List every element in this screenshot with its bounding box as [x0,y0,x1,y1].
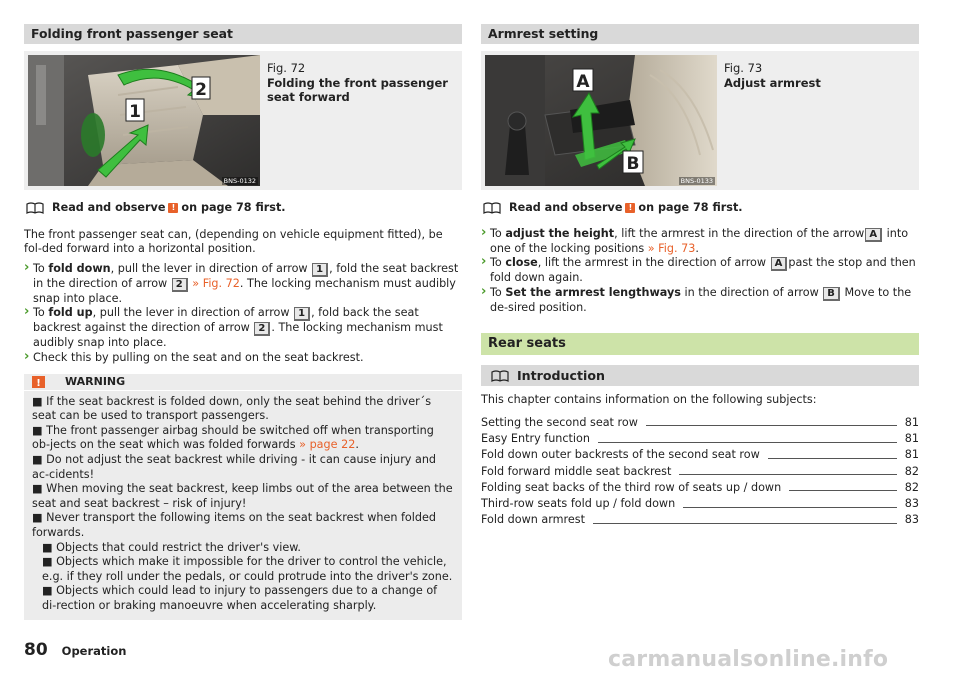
warning-triangle-icon [32,376,45,388]
toc-entry[interactable]: Fold forward middle seat backrest 82 [481,464,919,478]
step-list [24,262,462,366]
warning-item: ■ Do not adjust the seat backrest while driving - it can cause injury and ac-cidents! [32,452,437,481]
toc-entry[interactable]: Folding seat backs of the third row of seats up / down 82 [481,480,919,494]
warning-item: ■ If the seat backrest is folded down, only the seat behind the driver´s seat can be used to transport passengers. [32,394,432,423]
figure-73 [481,51,919,190]
figure-description: Adjust armrest [724,75,821,90]
callout-1: 1 [129,102,141,122]
watermark: carmanualsonline.info [608,647,889,672]
arrow-key: A [865,228,882,242]
step-item: › To Set the armrest lengthways in the direction of arrow B Move to the de-sired position. [481,286,919,316]
arrow-key: 2 [254,322,270,336]
step-item: › To fold up, pull the lever in direction of arrow 1 , fold back the seat backrest against the direction of arrow 2 . The locking mechanism must audibly snap into place. [24,306,462,351]
right-column [481,24,919,528]
warning-box [24,374,462,621]
figure-code: BNS-0132 [223,177,256,185]
left-column [24,24,462,620]
book-icon [491,370,509,382]
figure-caption [267,61,462,105]
figure-73-photo [485,55,717,186]
callout-b: B [626,154,640,174]
toc-entry[interactable]: Easy Entry function 81 [481,431,919,445]
figure-link[interactable]: » Fig. 72 [192,276,240,290]
armrest-illustration [485,55,717,186]
step-item: › To adjust the height, lift the armrest in the direction of the arrow A into one of the locking positions » Fig. 73. [481,227,919,257]
figure-number: Fig. 72 [267,61,306,75]
subsection-heading: Introduction [481,365,919,386]
callout-2: 2 [195,80,207,100]
figure-caption [724,61,821,90]
figure-link[interactable]: » Fig. 73 [647,241,696,255]
chapter-heading: Rear seats [481,333,919,355]
figure-number: Fig. 73 [724,61,763,75]
toc-entry[interactable]: Fold down armrest 83 [481,513,919,527]
warning-subitem: ■ Objects which make it impossible for the driver to control the vehicle, e.g. if they roll under the pedals, or could protrude into the driver's zone. [42,555,453,583]
figure-code: BNS-0133 [680,177,713,185]
warning-item: ■ When moving the seat backrest, keep limbs out of the area between the seat and seat backrest – risk of injury! [32,482,453,510]
read-note: Read and observe ! on page 78 first. [24,201,462,216]
warning-square-icon: ! [168,203,178,213]
warning-subitem: ■ Objects which could lead to injury to passengers due to a change of di-rection or braking manoeuvre when accelerating sharply. [42,584,438,612]
step-list [481,227,919,316]
arrow-key: 1 [294,307,310,321]
book-icon [26,202,44,214]
book-icon [483,202,501,214]
warning-item: ■ Never transport the following items on the seat backrest when folded forwards. [32,511,436,539]
callout-a: A [576,72,590,92]
page-link[interactable]: » page 22 [299,438,356,452]
warning-item: ■ The front passenger airbag should be switched off when transporting ob-jects on the seat which was folded forwards » page 22. [32,423,434,452]
step-item: › To close, lift the armrest in the direction of arrow A past the stop and then fold down again. [481,256,919,286]
toc-entry[interactable]: Third-row seats fold up / fold down 83 [481,497,919,511]
arrow-key: B [823,287,840,301]
section-heading: Folding front passenger seat [24,24,462,44]
arrow-key: A [771,257,788,271]
svg-text:!: ! [36,378,41,389]
warning-title: WARNING [65,374,126,388]
read-note: Read and observe ! on page 78 first. [481,201,919,216]
page-footer [24,640,127,660]
warning-square-icon: ! [625,203,635,213]
toc-intro: This chapter contains information on the following subjects: [481,393,817,407]
page-number: 80 [24,640,48,660]
step-item: › To fold down, pull the lever in direction of arrow 1 , fold the seat backrest in the direction of arrow 2 » Fig. 72. The locking mechanism must audibly snap into place. [24,262,462,307]
toc-entry[interactable]: Fold down outer backrests of the second seat row 81 [481,448,919,462]
toc-entry[interactable]: Setting the second seat row 81 [481,415,919,429]
figure-72 [24,51,462,190]
step-item: › Check this by pulling on the seat and on the seat backrest. [24,351,462,366]
table-of-contents [481,414,919,528]
figure-72-photo [28,55,260,186]
warning-body [24,391,462,614]
warning-header [24,374,462,391]
warning-subitem: ■ Objects that could restrict the driver's view. [42,540,301,554]
arrow-key: 1 [312,263,328,277]
chapter-name: Operation [61,644,127,658]
arrow-key: 2 [172,278,188,292]
seat-folding-illustration [28,55,260,186]
intro-paragraph: The front passenger seat can, (depending on vehicle equipment fitted), be fol-ded forward into a horizontal position. [24,227,443,256]
section-heading: Armrest setting [481,24,919,44]
figure-description: Folding the front passenger seat forward [267,75,448,104]
